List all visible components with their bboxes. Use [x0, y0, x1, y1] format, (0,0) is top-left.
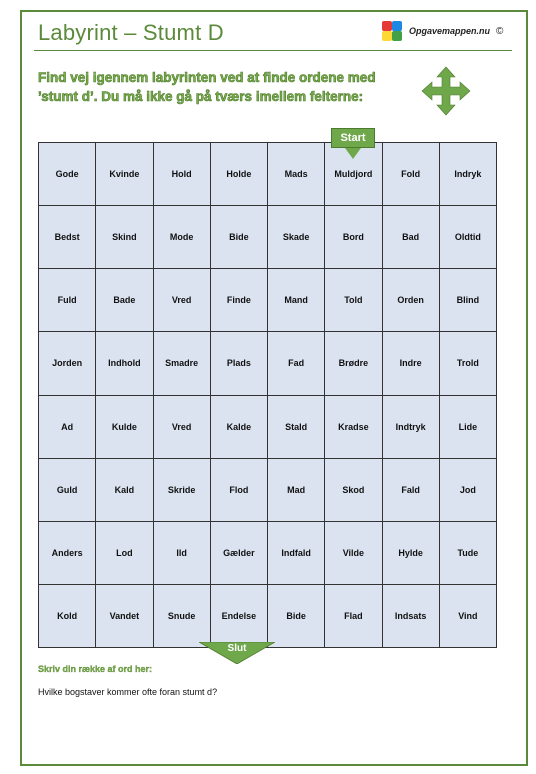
- maze-cell: Indtryk: [383, 396, 439, 458]
- maze-cell: Fald: [383, 459, 439, 521]
- maze-cell: Flod: [211, 459, 267, 521]
- maze-cell: Bord: [325, 206, 381, 268]
- logo-text: Opgavemappen.nu: [409, 26, 491, 36]
- maze-cell: Holde: [211, 143, 267, 205]
- maze-cell: Hold: [154, 143, 210, 205]
- maze-cell: Bade: [96, 269, 152, 331]
- start-marker: Start: [331, 128, 375, 148]
- maze-cell: Kvinde: [96, 143, 152, 205]
- maze-cell: Fold: [383, 143, 439, 205]
- maze-cell: Indryk: [440, 143, 496, 205]
- maze-cell: Jorden: [39, 332, 95, 394]
- maze-cell: Indfald: [268, 522, 324, 584]
- maze-cell: Lod: [96, 522, 152, 584]
- maze-cell: Indre: [383, 332, 439, 394]
- maze-cell: Told: [325, 269, 381, 331]
- logo: [382, 18, 503, 44]
- maze-cell: Snude: [154, 585, 210, 647]
- maze-cell: Mad: [268, 459, 324, 521]
- maze-cell: Skind: [96, 206, 152, 268]
- start-arrow-icon: [345, 148, 361, 159]
- maze-cell: Bedst: [39, 206, 95, 268]
- maze-cell: Stald: [268, 396, 324, 458]
- maze-cell: Plads: [211, 332, 267, 394]
- maze-cell: Vilde: [325, 522, 381, 584]
- maze-cell: Kradse: [325, 396, 381, 458]
- maze-cell: Flad: [325, 585, 381, 647]
- maze-grid: [38, 142, 497, 648]
- maze-cell: Fuld: [39, 269, 95, 331]
- maze-cell: Tude: [440, 522, 496, 584]
- maze-cell: Oldtid: [440, 206, 496, 268]
- instruction-text: Find vej igennem labyrinten ved at finde ordene med ’stumt d’. Du må ikke gå på tværs imellem felterne:: [38, 70, 376, 104]
- maze-cell: Bad: [383, 206, 439, 268]
- maze-cell: Finde: [211, 269, 267, 331]
- page-title: Labyrint – Stumt D: [38, 20, 224, 45]
- answer-prompt: Skriv din række af ord her:: [38, 664, 153, 674]
- maze-cell: Jod: [440, 459, 496, 521]
- maze-cell: Vind: [440, 585, 496, 647]
- maze-cell: Skride: [154, 459, 210, 521]
- maze-cell: Mads: [268, 143, 324, 205]
- maze-cell: Ad: [39, 396, 95, 458]
- four-way-arrow-icon: [421, 66, 471, 116]
- maze-cell: Vred: [154, 269, 210, 331]
- maze-cell: Muldjord: [325, 143, 381, 205]
- maze-cell: Lide: [440, 396, 496, 458]
- maze-cell: Vred: [154, 396, 210, 458]
- maze-cell: Ild: [154, 522, 210, 584]
- maze-cell: Endelse: [211, 585, 267, 647]
- maze-cell: Indhold: [96, 332, 152, 394]
- maze-cell: Blind: [440, 269, 496, 331]
- maze-cell: Kold: [39, 585, 95, 647]
- maze-cell: Indsats: [383, 585, 439, 647]
- maze-cell: Smadre: [154, 332, 210, 394]
- maze-cell: Trold: [440, 332, 496, 394]
- copyright-mark: ©: [496, 25, 504, 37]
- maze-cell: Guld: [39, 459, 95, 521]
- maze-cell: Kalde: [211, 396, 267, 458]
- maze-cell: Skod: [325, 459, 381, 521]
- maze-cell: Anders: [39, 522, 95, 584]
- maze-cell: Skade: [268, 206, 324, 268]
- maze-cell: Bide: [268, 585, 324, 647]
- maze-cell: Vandet: [96, 585, 152, 647]
- maze-cell: Orden: [383, 269, 439, 331]
- end-marker: Slut: [227, 643, 247, 654]
- maze-cell: Brødre: [325, 332, 381, 394]
- maze-cell: Gode: [39, 143, 95, 205]
- question-text: Hvilke bogstaver kommer ofte foran stumt d?: [38, 687, 218, 697]
- maze-cell: Fad: [268, 332, 324, 394]
- maze-cell: Mode: [154, 206, 210, 268]
- title-divider: [34, 50, 512, 51]
- maze-cell: Kulde: [96, 396, 152, 458]
- maze-cell: Mand: [268, 269, 324, 331]
- maze-cell: Gælder: [211, 522, 267, 584]
- puzzle-icon: [382, 19, 406, 43]
- maze-cell: Kald: [96, 459, 152, 521]
- maze-cell: Bide: [211, 206, 267, 268]
- maze-cell: Hylde: [383, 522, 439, 584]
